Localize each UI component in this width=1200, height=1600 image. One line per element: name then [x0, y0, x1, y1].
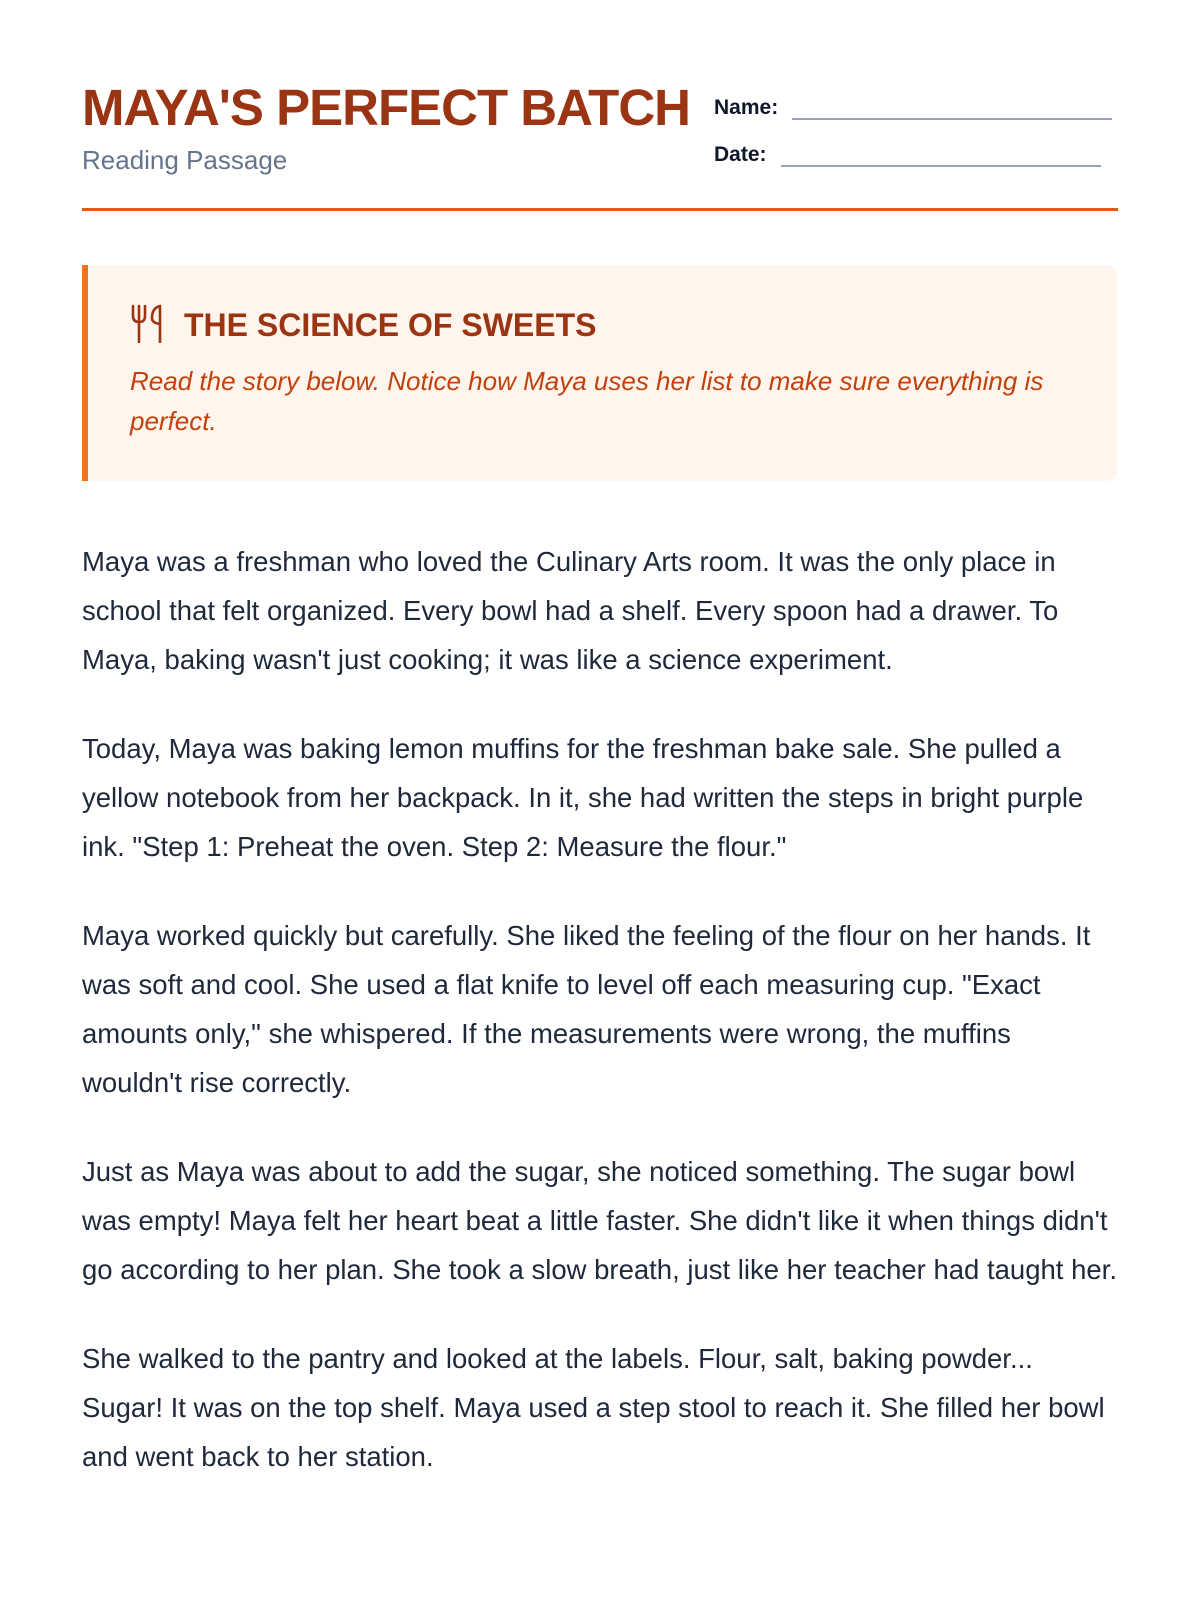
name-label: Name:	[714, 96, 779, 119]
instructions-callout	[82, 265, 1118, 481]
date-field[interactable]	[714, 141, 1101, 167]
name-field[interactable]	[714, 94, 1112, 120]
worksheet-header	[82, 0, 1118, 211]
callout-title: THE SCIENCE OF SWEETS	[184, 306, 597, 343]
date-input-line[interactable]	[781, 141, 1101, 167]
fork-knife-icon	[130, 303, 166, 347]
story-paragraph: She walked to the pantry and looked at the labels. Flour, salt, baking powder... Sugar! It was on the top shelf. Maya used a step stool to reach it. She filled her bowl and went back to her station.	[82, 1343, 1105, 1472]
story-body	[82, 537, 1118, 1481]
callout-instructions: Read the story below. Notice how Maya uses her list to make sure everything is perfect.	[130, 366, 1044, 436]
date-label: Date:	[714, 143, 767, 166]
story-paragraph: Just as Maya was about to add the sugar, she noticed something. The sugar bowl was empty! Maya felt her heart beat a little faster. She didn't like it when things didn't go according to her plan. She took a slow breath, just like her teacher had taught her.	[82, 1156, 1117, 1285]
page-subtitle: Reading Passage	[82, 145, 288, 175]
story-paragraph: Today, Maya was baking lemon muffins for the freshman bake sale. She pulled a yellow notebook from her backpack. In it, she had written the steps in bright purple ink. "Step 1: Preheat the oven. Step 2: Measure the flour."	[82, 733, 1084, 862]
story-paragraph: Maya worked quickly but carefully. She liked the feeling of the flour on her hands. It was soft and cool. She used a flat knife to level off each measuring cup. "Exact amounts only," she whispered. If the measurements were wrong, the muffins wouldn't rise correctly.	[82, 920, 1091, 1098]
story-paragraph: Maya was a freshman who loved the Culinary Arts room. It was the only place in school that felt organized. Every bowl had a shelf. Every spoon had a drawer. To Maya, baking wasn't just cooking; it was like a science experiment.	[82, 546, 1059, 675]
name-input-line[interactable]	[792, 94, 1112, 120]
page-title: MAYA'S PERFECT BATCH	[82, 79, 690, 136]
